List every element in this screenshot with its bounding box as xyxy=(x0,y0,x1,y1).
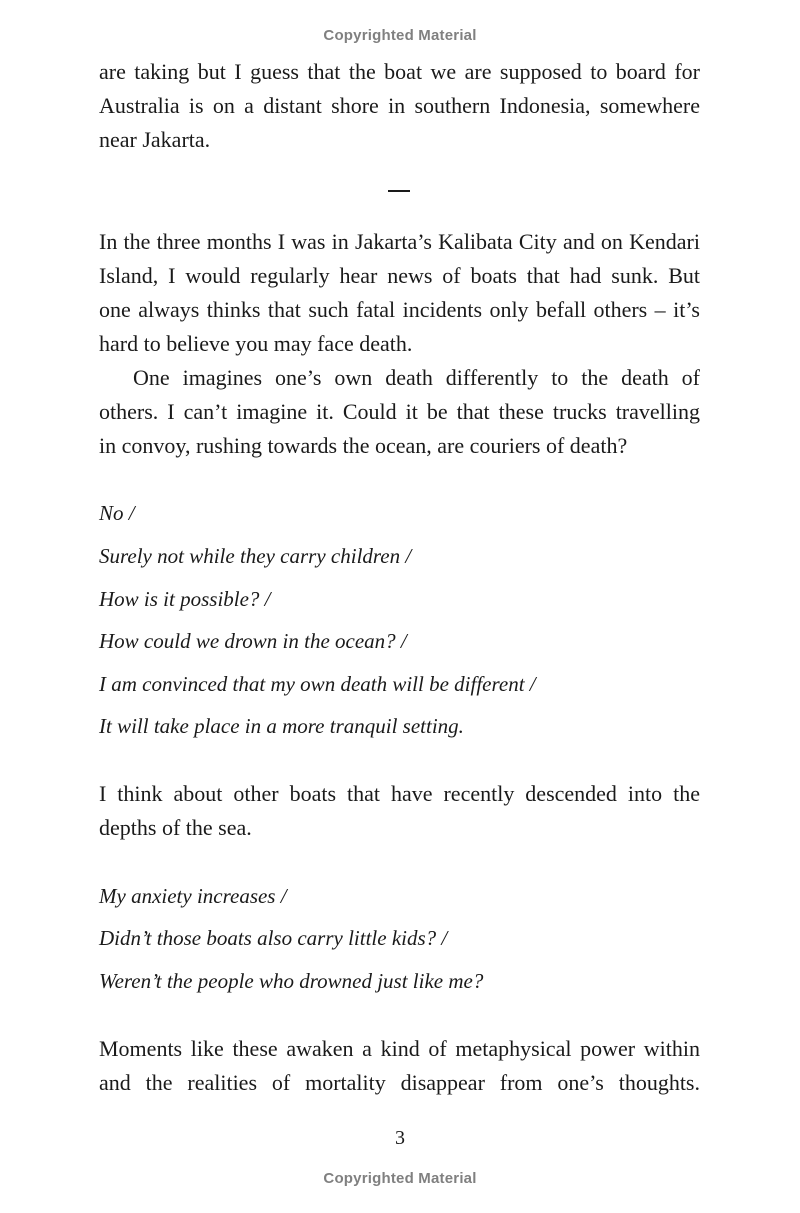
poem-2-line-2: Didn’t those boats also carry little kids? / xyxy=(99,926,448,950)
paragraph-2-line-2: Island, I would regularly hear news of boats that had sunk. But xyxy=(99,263,700,288)
paragraph-1-line-1: are taking but I guess that the boat we are supposed to board for xyxy=(99,59,700,84)
paragraph-4-line-1: I think about other boats that have recently descended into the xyxy=(99,781,700,806)
page-number: 3 xyxy=(395,1127,405,1149)
paragraph-2-line-4: hard to believe you may face death. xyxy=(99,331,413,356)
paragraph-2-line-3: one always thinks that such fatal incidents only befall others – it’s xyxy=(99,297,700,322)
copyright-watermark-top: Copyrighted Material xyxy=(323,27,477,44)
poem-1-line-3: How is it possible? / xyxy=(99,587,271,611)
copyright-watermark-bottom: Copyrighted Material xyxy=(323,1170,477,1187)
paragraph-5-line-2: and the realities of mortality disappear from one’s thoughts. xyxy=(99,1070,700,1095)
paragraph-3-line-2: others. I can’t imagine it. Could it be that these trucks travelling xyxy=(99,399,700,424)
paragraph-3-line-1: One imagines one’s own death differently to the death of xyxy=(133,365,700,390)
paragraph-1-line-3: near Jakarta. xyxy=(99,127,211,152)
section-break-dash xyxy=(388,190,410,192)
paragraph-4-line-2: depths of the sea. xyxy=(99,815,252,840)
poem-2-line-3: Weren’t the people who drowned just like me? xyxy=(99,969,484,993)
paragraph-1-line-2: Australia is on a distant shore in southern Indonesia, somewhere xyxy=(99,93,700,118)
poem-2-line-1: My anxiety increases / xyxy=(99,884,287,908)
poem-1-line-2: Surely not while they carry children / xyxy=(99,544,412,568)
poem-1-line-4: How could we drown in the ocean? / xyxy=(99,629,407,653)
paragraph-3-line-3: in convoy, rushing towards the ocean, are couriers of death? xyxy=(99,433,628,458)
poem-1-line-5: I am convinced that my own death will be different / xyxy=(99,672,536,696)
paragraph-2-line-1: In the three months I was in Jakarta’s Kalibata City and on Kendari xyxy=(99,229,700,254)
poem-1-line-6: It will take place in a more tranquil setting. xyxy=(99,714,464,738)
paragraph-5-line-1: Moments like these awaken a kind of metaphysical power within xyxy=(99,1036,700,1061)
poem-1-line-1: No / xyxy=(99,501,135,525)
